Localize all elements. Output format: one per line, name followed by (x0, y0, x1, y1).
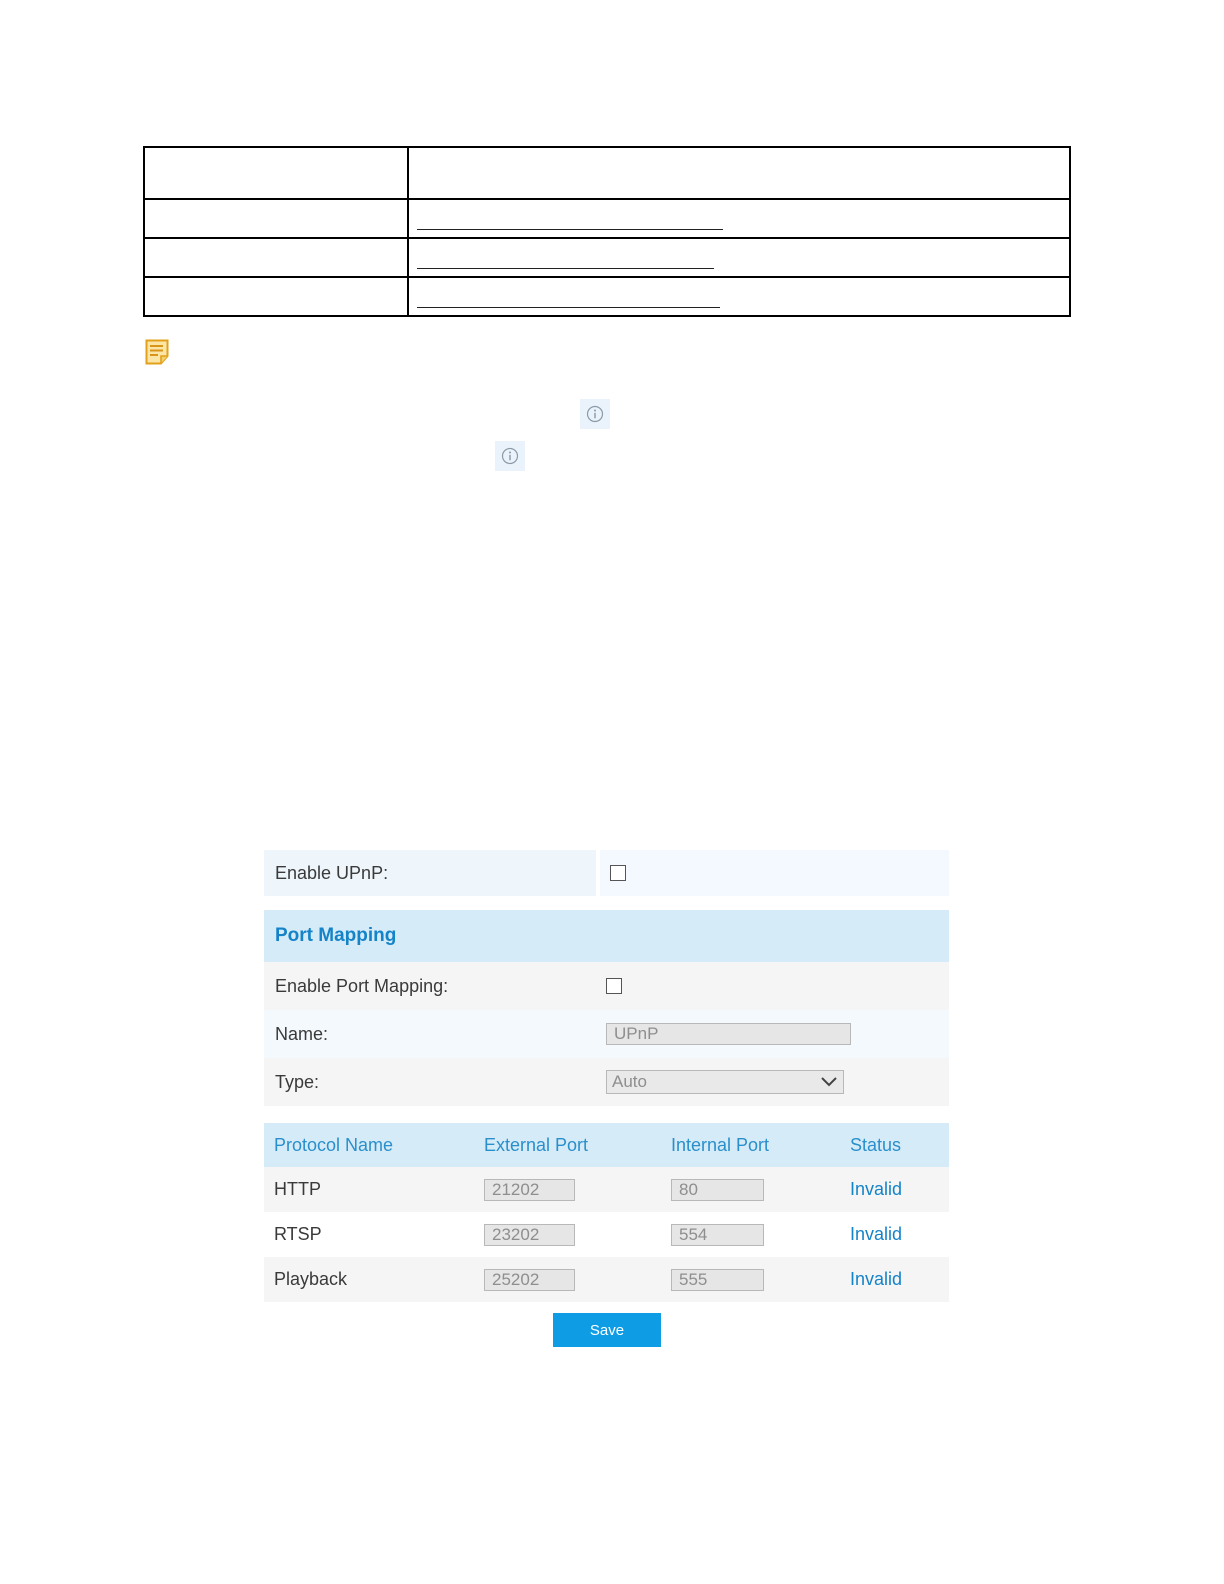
internal-port-value: 554 (679, 1224, 708, 1244)
table-row (144, 199, 1070, 238)
enable-port-mapping-label: Enable Port Mapping: (275, 975, 449, 996)
external-port-value: 21202 (492, 1179, 540, 1199)
table-row (264, 1167, 949, 1212)
external-port-input[interactable] (484, 1224, 575, 1246)
status-value: Invalid (850, 1224, 903, 1244)
port-mapping-header: Port Mapping (264, 910, 949, 962)
enable-port-mapping-row (264, 962, 949, 1010)
save-button[interactable]: Save (553, 1313, 661, 1347)
column-header-protocol-name: Protocol Name (274, 1134, 394, 1155)
type-control (596, 1058, 949, 1106)
name-control (596, 1010, 949, 1058)
enable-upnp-checkbox[interactable] (610, 865, 626, 881)
protocol-name: RTSP (274, 1224, 322, 1244)
table-row (264, 1212, 949, 1257)
protocol-name: HTTP (274, 1179, 321, 1199)
type-row (264, 1058, 949, 1106)
internal-port-input[interactable] (671, 1179, 764, 1201)
table-row (264, 1257, 949, 1302)
document-table (143, 146, 1071, 317)
internal-port-value: 555 (679, 1269, 708, 1289)
type-select-value: Auto (612, 1072, 647, 1091)
table-row (144, 238, 1070, 277)
table-cell (408, 147, 1070, 199)
protocol-name: Playback (274, 1269, 348, 1289)
column-header-external-port: External Port (484, 1134, 589, 1155)
hyperlink-underline[interactable] (417, 229, 723, 230)
column-header-status: Status (850, 1134, 902, 1155)
enable-upnp-control (600, 850, 949, 896)
table-header-row (144, 147, 1070, 199)
enable-upnp-label: Enable UPnP: (264, 850, 596, 896)
enable-upnp-row (264, 850, 949, 896)
upnp-settings-panel (264, 850, 949, 1302)
name-input[interactable] (606, 1023, 851, 1045)
note-icon (145, 339, 169, 365)
table-cell (408, 238, 1070, 277)
internal-port-input[interactable] (671, 1269, 764, 1291)
protocol-table-header (264, 1123, 949, 1167)
name-row (264, 1010, 949, 1058)
internal-port-value: 80 (679, 1179, 698, 1199)
status-value: Invalid (850, 1179, 903, 1199)
status-value: Invalid (850, 1269, 903, 1289)
enable-port-mapping-checkbox[interactable] (606, 978, 622, 994)
hyperlink-underline[interactable] (417, 307, 720, 308)
external-port-value: 23202 (492, 1224, 540, 1244)
table-cell (408, 277, 1070, 316)
type-select[interactable] (606, 1070, 844, 1094)
table-cell (144, 238, 408, 277)
chevron-down-icon (821, 1072, 837, 1092)
type-label: Type: (275, 1071, 320, 1092)
table-cell (144, 199, 408, 238)
external-port-input[interactable] (484, 1269, 575, 1291)
protocol-table (264, 1123, 949, 1302)
table-row (144, 277, 1070, 316)
internal-port-input[interactable] (671, 1224, 764, 1246)
info-icon[interactable] (580, 399, 610, 429)
name-input-value: UPnP (614, 1024, 659, 1043)
name-label: Name: (275, 1023, 329, 1044)
enable-port-mapping-control (596, 962, 949, 1010)
hyperlink-underline[interactable] (417, 268, 714, 269)
table-cell (144, 277, 408, 316)
external-port-value: 25202 (492, 1269, 540, 1289)
info-icon[interactable] (495, 441, 525, 471)
table-cell (144, 147, 408, 199)
external-port-input[interactable] (484, 1179, 575, 1201)
column-header-internal-port: Internal Port (671, 1134, 770, 1155)
table-cell (408, 199, 1070, 238)
